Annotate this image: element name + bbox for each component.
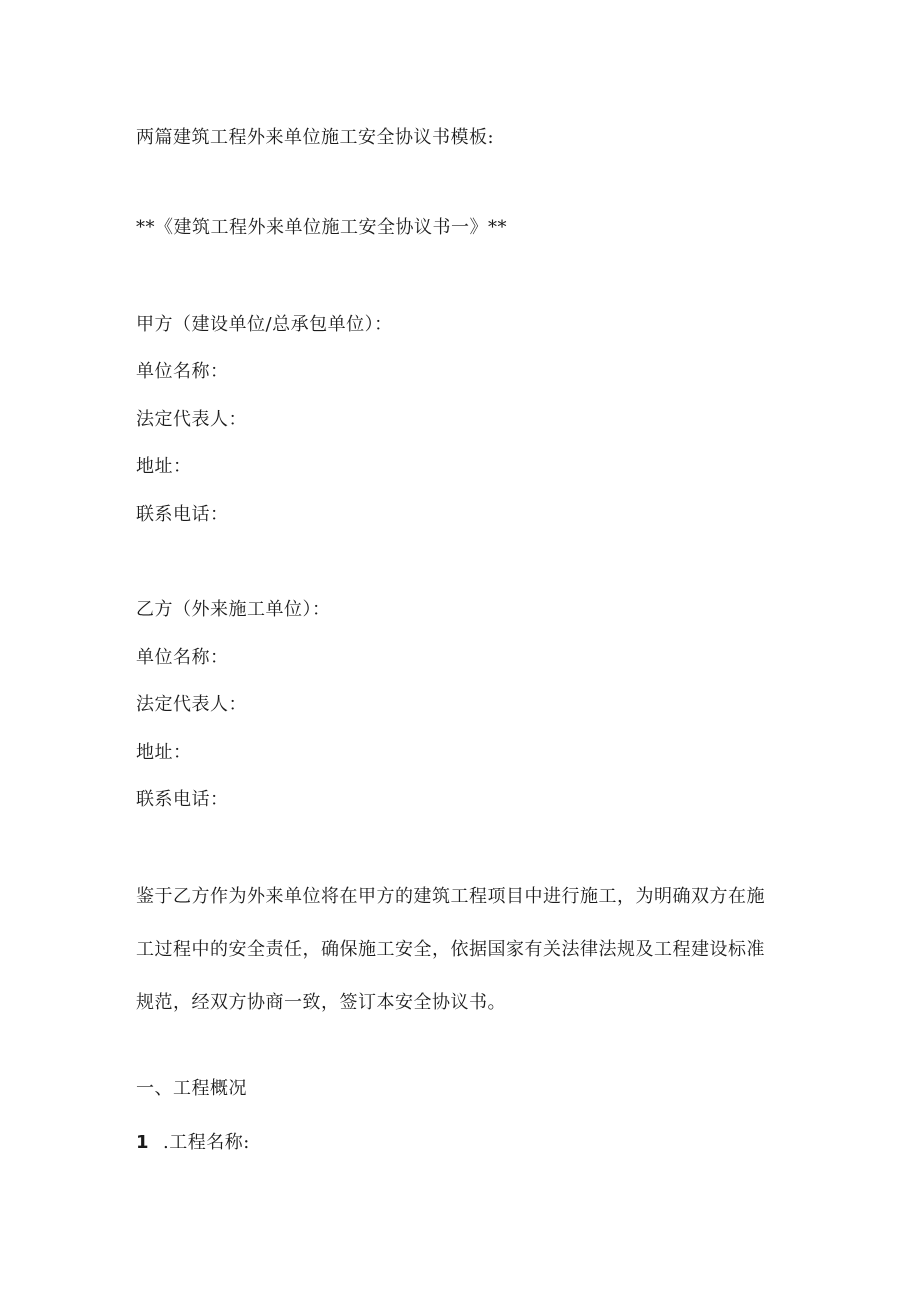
party-a-legal-rep: 法定代表人： — [136, 409, 247, 430]
preamble-line: 工过程中的安全责任，确保施工安全，依据国家有关法律法规及工程建设标准 — [136, 939, 765, 960]
preamble-line: 鉴于乙方作为外来单位将在甲方的建筑工程项目中进行施工，为明确双方在施 — [136, 886, 765, 907]
party-b-address: 地址： — [136, 742, 192, 763]
preamble-line: 规范，经双方协商一致，签订本安全协议书。 — [136, 992, 506, 1013]
party-a-address: 地址： — [136, 456, 192, 477]
party-a-unit-name: 单位名称： — [136, 361, 229, 382]
item-label: .工程名称: — [163, 1132, 250, 1153]
party-a-phone: 联系电话： — [136, 504, 229, 525]
party-b-phone: 联系电话： — [136, 789, 229, 810]
party-b-heading: 乙方（外来施工单位）： — [136, 599, 331, 620]
preamble-paragraph — [136, 870, 776, 1029]
section-item — [136, 1131, 250, 1155]
section-heading: 一、工程概况 — [136, 1078, 247, 1099]
party-b-unit-name: 单位名称： — [136, 647, 229, 668]
item-number: 1 — [136, 1132, 150, 1153]
document-title: 两篇建筑工程外来单位施工安全协议书模板: — [136, 127, 495, 148]
party-a-heading: 甲方（建设单位/总承包单位）： — [136, 314, 393, 335]
party-b-legal-rep: 法定代表人： — [136, 694, 247, 715]
agreement-title: **《建筑工程外来单位施工安全协议书一》** — [136, 217, 507, 238]
